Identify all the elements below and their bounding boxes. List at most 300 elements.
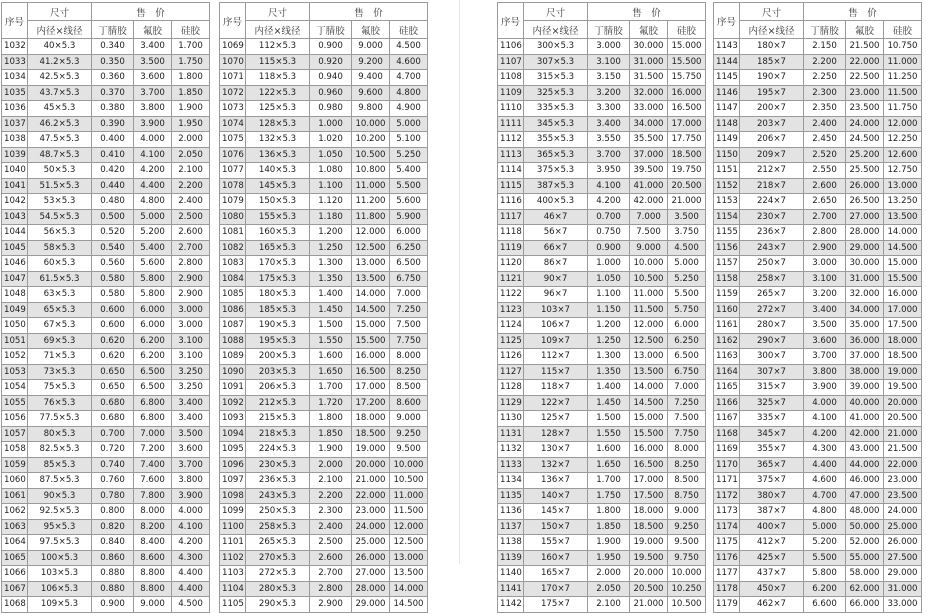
cell-dimension: 185×5.3: [246, 302, 310, 318]
cell-dimension: 387×7: [740, 504, 804, 520]
cell-fkm-price: 21.000: [630, 597, 668, 613]
cell-fkm-price: 22.000: [352, 488, 390, 504]
cell-nbr-price: 3.000: [588, 39, 630, 55]
table-row: [220, 566, 428, 582]
cell-silicone-price: 11.500: [884, 85, 922, 101]
cell-fkm-price: 8.800: [134, 566, 172, 582]
cell-nbr-price: 2.600: [804, 178, 846, 194]
cell-silicone-price: 6.750: [390, 271, 428, 287]
cell-dimension: 45×5.3: [28, 101, 92, 117]
cell-seq: 1093: [220, 411, 246, 427]
cell-silicone-price: 5.400: [390, 163, 428, 179]
cell-nbr-price: 0.580: [92, 287, 134, 303]
cell-nbr-price: 0.500: [92, 209, 134, 225]
cell-dimension: 71×5.3: [28, 349, 92, 365]
cell-fkm-price: 12.000: [352, 225, 390, 241]
cell-dimension: 180×5.3: [246, 287, 310, 303]
cell-nbr-price: 1.550: [588, 426, 630, 442]
cell-dimension: 280×5.3: [246, 581, 310, 597]
header-size: 尺寸: [246, 3, 310, 21]
cell-dimension: 412×7: [740, 535, 804, 551]
cell-silicone-price: 19.500: [884, 380, 922, 396]
cell-dimension: 115×5.3: [246, 54, 310, 70]
cell-fkm-price: 6.000: [134, 302, 172, 318]
cell-silicone-price: 33.000: [884, 597, 922, 613]
cell-seq: 1066: [2, 566, 28, 582]
cell-nbr-price: 3.700: [804, 349, 846, 365]
cell-fkm-price: 34.000: [846, 302, 884, 318]
table-row: [498, 411, 706, 427]
cell-dimension: 243×7: [740, 240, 804, 256]
cell-seq: 1091: [220, 380, 246, 396]
cell-fkm-price: 15.500: [352, 333, 390, 349]
cell-seq: 1039: [2, 147, 28, 163]
cell-fkm-price: 23.000: [846, 85, 884, 101]
cell-dimension: 380×7: [740, 488, 804, 504]
cell-silicone-price: 3.250: [172, 380, 210, 396]
cell-silicone-price: 13.250: [884, 194, 922, 210]
cell-silicone-price: 14.500: [884, 240, 922, 256]
table-row: [2, 581, 210, 597]
cell-dimension: 355×5.3: [524, 132, 588, 148]
cell-fkm-price: 35.500: [630, 132, 668, 148]
cell-fkm-price: 4.400: [134, 178, 172, 194]
cell-nbr-price: 1.150: [588, 302, 630, 318]
cell-dimension: 335×5.3: [524, 101, 588, 117]
cell-seq: 1092: [220, 395, 246, 411]
cell-nbr-price: 2.200: [804, 54, 846, 70]
table-row: [2, 116, 210, 132]
cell-silicone-price: 2.400: [172, 194, 210, 210]
cell-seq: 1077: [220, 163, 246, 179]
cell-dimension: 90×7: [524, 271, 588, 287]
cell-seq: 1112: [498, 132, 524, 148]
cell-silicone-price: 5.000: [390, 116, 428, 132]
table-row: [220, 426, 428, 442]
table-row: [220, 597, 428, 613]
cell-silicone-price: 7.500: [668, 411, 706, 427]
cell-nbr-price: 4.000: [804, 395, 846, 411]
cell-fkm-price: 4.100: [134, 147, 172, 163]
cell-dimension: 160×5.3: [246, 225, 310, 241]
table-row: [2, 147, 210, 163]
cell-silicone-price: 3.500: [668, 209, 706, 225]
cell-seq: 1153: [714, 194, 740, 210]
cell-dimension: 56×7: [524, 225, 588, 241]
cell-seq: 1086: [220, 302, 246, 318]
cell-seq: 1117: [498, 209, 524, 225]
cell-fkm-price: 3.800: [134, 101, 172, 117]
cell-silicone-price: 4.900: [390, 101, 428, 117]
cell-seq: 1044: [2, 225, 28, 241]
cell-dimension: 43.7×5.3: [28, 85, 92, 101]
cell-nbr-price: 0.860: [92, 550, 134, 566]
table-row: [220, 550, 428, 566]
cell-seq: 1067: [2, 581, 28, 597]
cell-fkm-price: 34.000: [630, 116, 668, 132]
table-row: [498, 194, 706, 210]
cell-nbr-price: 0.600: [92, 302, 134, 318]
cell-fkm-price: 13.500: [352, 271, 390, 287]
cell-seq: 1118: [498, 225, 524, 241]
cell-dimension: 118×7: [524, 380, 588, 396]
cell-nbr-price: 1.800: [310, 411, 352, 427]
cell-dimension: 300×7: [740, 349, 804, 365]
table-row: [220, 302, 428, 318]
cell-silicone-price: 10.500: [668, 597, 706, 613]
cell-dimension: 54.5×5.3: [28, 209, 92, 225]
cell-nbr-price: 0.780: [92, 488, 134, 504]
cell-seq: 1174: [714, 519, 740, 535]
cell-silicone-price: 12.000: [884, 116, 922, 132]
cell-seq: 1126: [498, 349, 524, 365]
cell-nbr-price: 2.700: [310, 566, 352, 582]
cell-dimension: 46×7: [524, 209, 588, 225]
cell-dimension: 140×5.3: [246, 163, 310, 179]
cell-silicone-price: 7.500: [390, 318, 428, 334]
cell-seq: 1076: [220, 147, 246, 163]
table-row: [498, 364, 706, 380]
cell-silicone-price: 5.250: [668, 271, 706, 287]
cell-silicone-price: 4.100: [172, 519, 210, 535]
cell-fkm-price: 3.400: [134, 39, 172, 55]
cell-dimension: 69×5.3: [28, 333, 92, 349]
cell-nbr-price: 0.400: [92, 132, 134, 148]
cell-nbr-price: 3.800: [804, 364, 846, 380]
cell-fkm-price: 27.000: [846, 209, 884, 225]
cell-silicone-price: 15.500: [884, 271, 922, 287]
cell-silicone-price: 8.500: [390, 380, 428, 396]
cell-silicone-price: 12.250: [884, 132, 922, 148]
cell-silicone-price: 19.750: [668, 163, 706, 179]
cell-nbr-price: 2.400: [310, 519, 352, 535]
cell-silicone-price: 3.600: [172, 442, 210, 458]
cell-seq: 1165: [714, 380, 740, 396]
cell-dimension: 150×5.3: [246, 194, 310, 210]
cell-nbr-price: 3.300: [588, 101, 630, 117]
cell-dimension: 145×7: [524, 504, 588, 520]
table-row: [498, 426, 706, 442]
header-nbr: 丁腈胶: [92, 21, 134, 39]
cell-seq: 1152: [714, 178, 740, 194]
cell-silicone-price: 20.500: [668, 178, 706, 194]
cell-fkm-price: 7.600: [134, 473, 172, 489]
cell-nbr-price: 0.540: [92, 240, 134, 256]
cell-silicone-price: 19.000: [884, 364, 922, 380]
cell-fkm-price: 11.000: [630, 287, 668, 303]
cell-nbr-price: 4.700: [804, 488, 846, 504]
cell-fkm-price: 17.500: [630, 488, 668, 504]
cell-fkm-price: 12.500: [352, 240, 390, 256]
cell-silicone-price: 1.850: [172, 85, 210, 101]
cell-nbr-price: 0.760: [92, 473, 134, 489]
table-row: [498, 380, 706, 396]
cell-nbr-price: 0.680: [92, 395, 134, 411]
table-row: [714, 209, 922, 225]
header-dimension: 内径×线径: [524, 21, 588, 39]
cell-nbr-price: 0.880: [92, 581, 134, 597]
cell-fkm-price: 43.000: [846, 442, 884, 458]
cell-seq: 1065: [2, 550, 28, 566]
table-row: [220, 209, 428, 225]
cell-nbr-price: 0.700: [588, 209, 630, 225]
cell-nbr-price: 0.380: [92, 101, 134, 117]
table-row: [2, 426, 210, 442]
header-price: 售 价: [588, 3, 706, 21]
cell-dimension: 136×5.3: [246, 147, 310, 163]
table-row: [2, 271, 210, 287]
table-row: [2, 333, 210, 349]
cell-seq: 1147: [714, 101, 740, 117]
cell-fkm-price: 20.000: [630, 566, 668, 582]
cell-seq: 1164: [714, 364, 740, 380]
cell-nbr-price: 0.960: [310, 85, 352, 101]
cell-nbr-price: 3.400: [804, 302, 846, 318]
page-divider: [459, 0, 460, 564]
table-row: [714, 39, 922, 55]
cell-silicone-price: 14.000: [884, 225, 922, 241]
cell-fkm-price: 6.200: [134, 349, 172, 365]
cell-fkm-price: 10.000: [352, 116, 390, 132]
cell-nbr-price: 5.000: [804, 519, 846, 535]
cell-nbr-price: 2.800: [804, 225, 846, 241]
cell-silicone-price: 7.250: [390, 302, 428, 318]
cell-dimension: 212×7: [740, 163, 804, 179]
cell-silicone-price: 4.000: [172, 504, 210, 520]
cell-dimension: 77.5×5.3: [28, 411, 92, 427]
cell-dimension: 103×7: [524, 302, 588, 318]
cell-nbr-price: 2.650: [804, 194, 846, 210]
cell-dimension: 155×7: [524, 535, 588, 551]
cell-silicone-price: 24.000: [884, 504, 922, 520]
cell-nbr-price: 2.450: [804, 132, 846, 148]
cell-fkm-price: 44.000: [846, 457, 884, 473]
cell-fkm-price: 19.000: [630, 535, 668, 551]
cell-silicone-price: 4.500: [668, 240, 706, 256]
table-row: [714, 132, 922, 148]
cell-fkm-price: 42.000: [846, 426, 884, 442]
table-row: [220, 395, 428, 411]
table-row: [2, 550, 210, 566]
cell-nbr-price: 2.300: [804, 85, 846, 101]
header-fkm: 氟胶: [134, 21, 172, 39]
cell-silicone-price: 7.250: [668, 395, 706, 411]
cell-fkm-price: 4.000: [134, 132, 172, 148]
cell-dimension: 145×5.3: [246, 178, 310, 194]
table-row: [2, 39, 210, 55]
cell-nbr-price: 0.920: [310, 54, 352, 70]
cell-dimension: 132×5.3: [246, 132, 310, 148]
cell-seq: 1089: [220, 349, 246, 365]
cell-fkm-price: 16.000: [630, 442, 668, 458]
cell-nbr-price: 4.200: [804, 426, 846, 442]
cell-fkm-price: 42.000: [630, 194, 668, 210]
cell-seq: 1036: [2, 101, 28, 117]
cell-seq: 1124: [498, 318, 524, 334]
cell-silicone-price: 8.000: [668, 442, 706, 458]
cell-nbr-price: 3.200: [588, 85, 630, 101]
cell-nbr-price: 1.800: [588, 504, 630, 520]
header-fkm: 氟胶: [352, 21, 390, 39]
cell-silicone-price: 15.750: [668, 70, 706, 86]
cell-dimension: 106×5.3: [28, 581, 92, 597]
cell-fkm-price: 8.800: [134, 581, 172, 597]
cell-dimension: 90×5.3: [28, 488, 92, 504]
table-row: [498, 178, 706, 194]
cell-silicone-price: 4.300: [172, 550, 210, 566]
cell-silicone-price: 3.000: [172, 318, 210, 334]
table-row: [498, 349, 706, 365]
cell-seq: 1058: [2, 442, 28, 458]
cell-dimension: 375×5.3: [524, 163, 588, 179]
cell-silicone-price: 6.000: [390, 225, 428, 241]
cell-nbr-price: 1.020: [310, 132, 352, 148]
table-row: [498, 488, 706, 504]
header-dimension: 内径×线径: [246, 21, 310, 39]
table-row: [714, 302, 922, 318]
header-silicone: 硅胶: [884, 21, 922, 39]
cell-seq: 1045: [2, 240, 28, 256]
cell-fkm-price: 21.500: [846, 39, 884, 55]
cell-dimension: 190×5.3: [246, 318, 310, 334]
cell-silicone-price: 8.250: [390, 364, 428, 380]
cell-nbr-price: 4.200: [588, 194, 630, 210]
cell-dimension: 300×5.3: [524, 39, 588, 55]
table-row: [220, 504, 428, 520]
cell-fkm-price: 18.500: [352, 426, 390, 442]
table-row: [2, 163, 210, 179]
table-row: [220, 39, 428, 55]
table-row: [220, 163, 428, 179]
cell-seq: 1154: [714, 209, 740, 225]
table-row: [498, 240, 706, 256]
cell-fkm-price: 29.000: [352, 597, 390, 613]
cell-seq: 1106: [498, 39, 524, 55]
header-seq: 序号: [2, 3, 28, 39]
cell-silicone-price: 21.000: [884, 426, 922, 442]
cell-fkm-price: 16.500: [352, 364, 390, 380]
cell-seq: 1114: [498, 163, 524, 179]
cell-nbr-price: 1.300: [310, 256, 352, 272]
cell-silicone-price: 8.600: [390, 395, 428, 411]
cell-silicone-price: 2.800: [172, 256, 210, 272]
cell-silicone-price: 14.500: [390, 597, 428, 613]
cell-seq: 1101: [220, 535, 246, 551]
table-row: [220, 116, 428, 132]
cell-dimension: 250×5.3: [246, 504, 310, 520]
cell-nbr-price: 2.600: [310, 550, 352, 566]
cell-fkm-price: 9.800: [352, 101, 390, 117]
table-row: [220, 318, 428, 334]
cell-silicone-price: 5.250: [390, 147, 428, 163]
cell-seq: 1136: [498, 504, 524, 520]
cell-silicone-price: 20.500: [884, 411, 922, 427]
cell-fkm-price: 31.000: [630, 54, 668, 70]
cell-fkm-price: 36.000: [846, 333, 884, 349]
cell-nbr-price: 3.550: [588, 132, 630, 148]
cell-silicone-price: 2.900: [172, 287, 210, 303]
cell-fkm-price: 32.000: [846, 287, 884, 303]
cell-silicone-price: 5.750: [668, 302, 706, 318]
cell-dimension: 122×7: [524, 395, 588, 411]
cell-silicone-price: 9.000: [390, 411, 428, 427]
table-row: [498, 442, 706, 458]
table-row: [498, 70, 706, 86]
table-row: [220, 333, 428, 349]
table-row: [2, 535, 210, 551]
cell-dimension: 75×5.3: [28, 380, 92, 396]
table-row: [714, 178, 922, 194]
cell-seq: 1158: [714, 271, 740, 287]
cell-dimension: 195×5.3: [246, 333, 310, 349]
cell-seq: 1097: [220, 473, 246, 489]
table-row: [714, 116, 922, 132]
cell-dimension: 290×7: [740, 333, 804, 349]
cell-silicone-price: 16.000: [884, 287, 922, 303]
cell-dimension: 375×7: [740, 473, 804, 489]
cell-seq: 1075: [220, 132, 246, 148]
table-row: [714, 380, 922, 396]
cell-fkm-price: 13.500: [630, 364, 668, 380]
cell-silicone-price: 3.100: [172, 349, 210, 365]
header-fkm: 氟胶: [846, 21, 884, 39]
cell-silicone-price: 11.500: [390, 504, 428, 520]
cell-fkm-price: 10.500: [630, 271, 668, 287]
header-seq: 序号: [220, 3, 246, 39]
cell-seq: 1148: [714, 116, 740, 132]
cell-nbr-price: 0.650: [92, 364, 134, 380]
cell-silicone-price: 5.500: [668, 287, 706, 303]
cell-nbr-price: 1.250: [588, 333, 630, 349]
cell-nbr-price: 1.500: [588, 411, 630, 427]
cell-seq: 1142: [498, 597, 524, 613]
header-price: 售 价: [310, 3, 428, 21]
cell-silicone-price: 1.950: [172, 116, 210, 132]
cell-seq: 1094: [220, 426, 246, 442]
cell-nbr-price: 0.390: [92, 116, 134, 132]
cell-dimension: 400×7: [740, 519, 804, 535]
cell-dimension: 345×5.3: [524, 116, 588, 132]
cell-seq: 1167: [714, 411, 740, 427]
cell-fkm-price: 7.800: [134, 488, 172, 504]
cell-dimension: 112×7: [524, 349, 588, 365]
cell-fkm-price: 8.000: [134, 504, 172, 520]
cell-nbr-price: 0.820: [92, 519, 134, 535]
cell-fkm-price: 25.000: [352, 535, 390, 551]
cell-dimension: 272×7: [740, 302, 804, 318]
cell-seq: 1115: [498, 178, 524, 194]
cell-fkm-price: 37.000: [630, 147, 668, 163]
cell-nbr-price: 3.600: [804, 333, 846, 349]
cell-fkm-price: 24.000: [846, 116, 884, 132]
cell-seq: 1040: [2, 163, 28, 179]
cell-fkm-price: 16.000: [352, 349, 390, 365]
cell-seq: 1082: [220, 240, 246, 256]
cell-dimension: 425×7: [740, 550, 804, 566]
cell-silicone-price: 6.500: [390, 256, 428, 272]
cell-seq: 1085: [220, 287, 246, 303]
cell-dimension: 209×7: [740, 147, 804, 163]
cell-dimension: 60×5.3: [28, 256, 92, 272]
cell-fkm-price: 39.000: [846, 380, 884, 396]
cell-dimension: 130×7: [524, 442, 588, 458]
cell-silicone-price: 10.000: [390, 457, 428, 473]
cell-nbr-price: 6.600: [804, 597, 846, 613]
cell-fkm-price: 25.500: [846, 163, 884, 179]
cell-nbr-price: 2.520: [804, 147, 846, 163]
cell-nbr-price: 2.050: [588, 581, 630, 597]
cell-silicone-price: 6.500: [668, 349, 706, 365]
